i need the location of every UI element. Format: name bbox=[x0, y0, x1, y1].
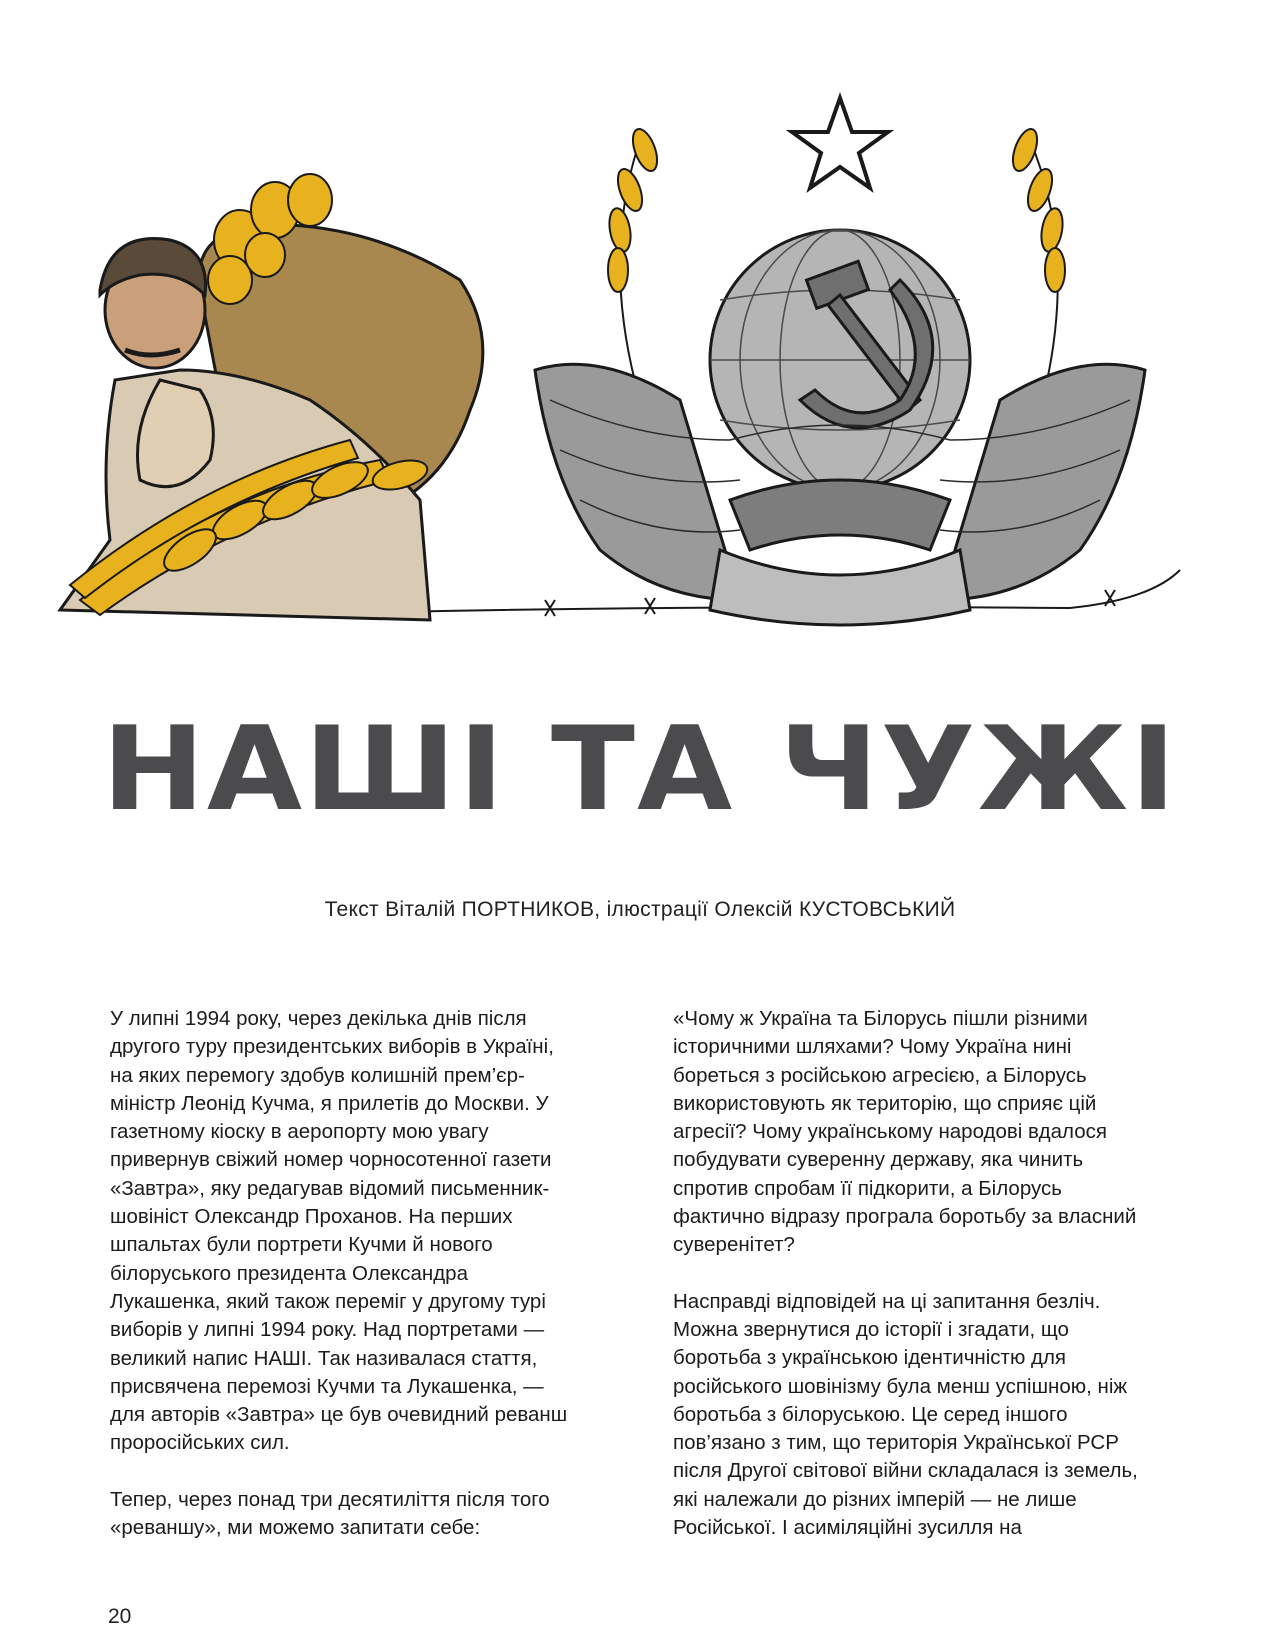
star-icon bbox=[792, 98, 888, 188]
paragraph: Насправді відповідей на ці запитання безліч. Можна звернутися до історії і згадати, що боротьба з українською ідентичністю для російського шовінізму була менш успішною, ніж боротьба з білоруською. Це серед іншого пов’язано з тим, що територія Української РСР після Другої світової війни складалася із земель, які належали до різних імперій — не лише Російської. І асиміляційні зусилля на bbox=[673, 1289, 1138, 1540]
article-title: НАШІ ТА ЧУЖІ bbox=[101, 702, 1179, 837]
page-number: 20 bbox=[108, 1605, 132, 1628]
paragraph: Тепер, через понад три десятиліття після того «реваншу», ми можемо запитати себе: bbox=[110, 1487, 550, 1540]
peasant-figure bbox=[60, 174, 483, 620]
paragraph: У липні 1994 року, через декілька днів після другого туру президентських виборів в Україні, на яких перемогу здобув колишній прем’єр-міністр Леонід Кучма, я прилетів до Москви. У газетному кіоску в аеропорту мою увагу привернув свіжий номер чорносотенної газети «Завтра», яку редагував відомий письменник-шовініст Олександр Проханов. На перших шпальтах були портрети Кучми й нового білоруського президента Олександра Лукашенка, який також переміг у другому турі виборів у липні 1994 року. Над портретами — великий напис НАШІ. Так називалася стаття, присвячена перемозі Кучми та Лукашенка, — для авторів «Завтра» це був очевидний реванш проросійських сил. bbox=[110, 1007, 568, 1455]
article-illustration bbox=[40, 80, 1255, 680]
paragraph: «Чому ж Україна та Білорусь пішли різними історичними шляхами? Чому Україна нині бореться з російською агресією, а Білорусь використовують як територію, що сприяє цій агресії? Чому українському народові вдалося побудувати суверенну державу, яка чинить спротив спробам її підкорити, а Білорусь фактично відразу програла боротьбу за власний суверенітет? bbox=[673, 1007, 1137, 1257]
soviet-emblem bbox=[535, 98, 1145, 625]
left-column bbox=[110, 1005, 580, 1570]
article-byline: Текст Віталій ПОРТНИКОВ, ілюстрації Олексій КУСТОВСЬКИЙ bbox=[324, 898, 956, 921]
right-column bbox=[673, 1005, 1143, 1570]
